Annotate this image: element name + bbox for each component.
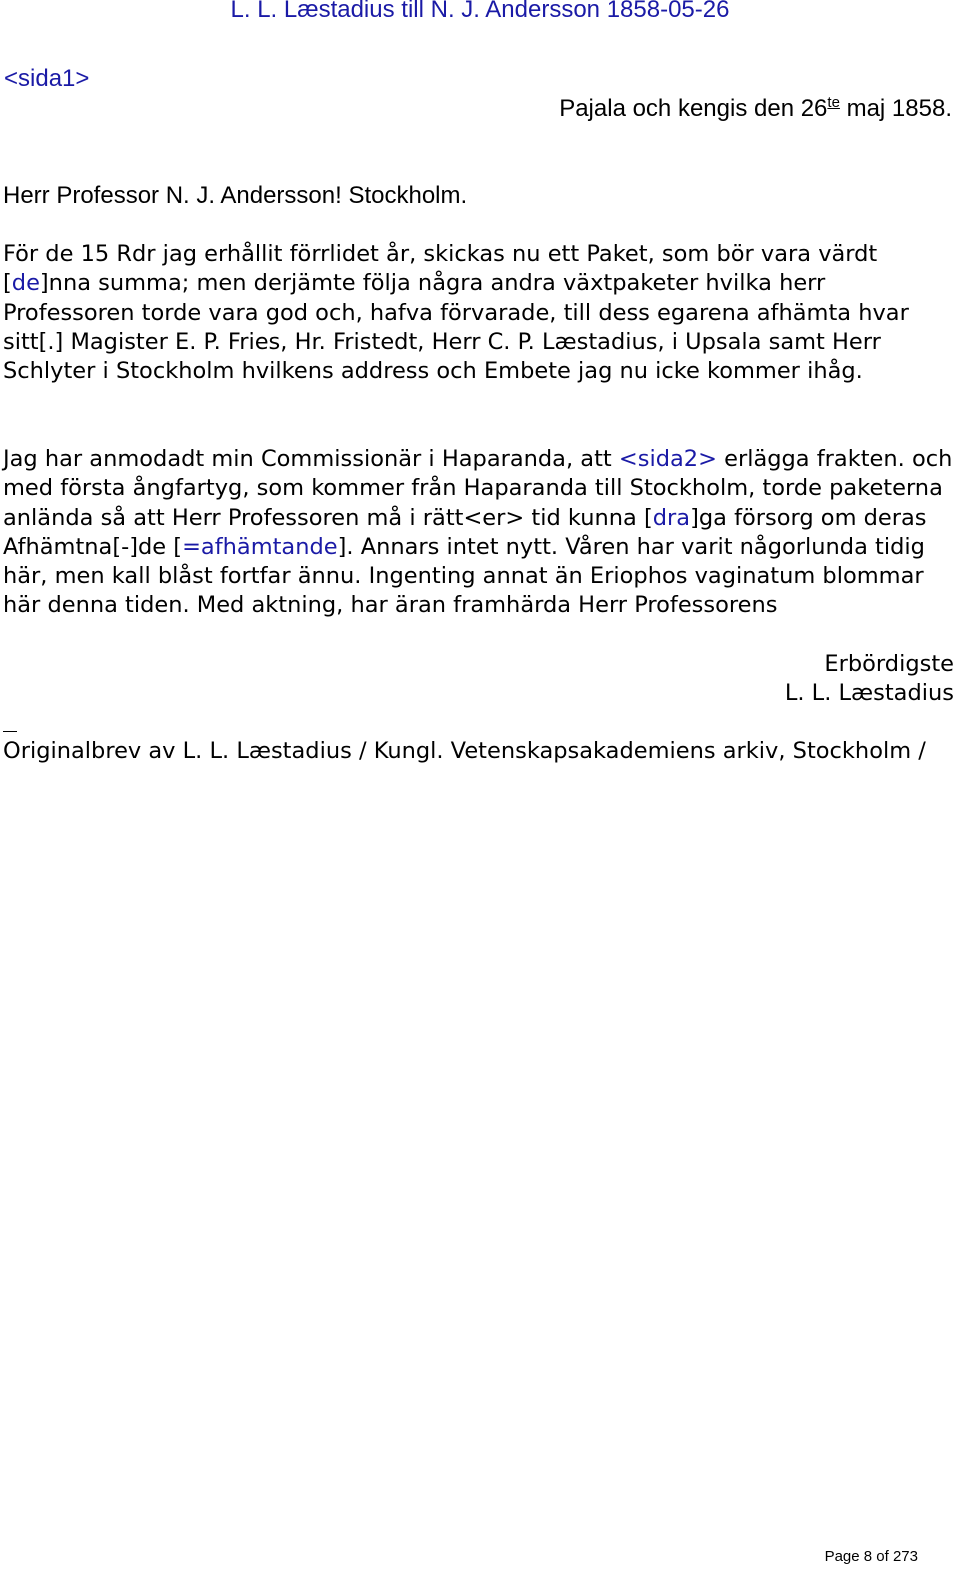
editorial-insertion: dra bbox=[652, 504, 691, 531]
signature: L. L. Læstadius bbox=[784, 680, 954, 706]
page-title: L. L. Læstadius till N. J. Andersson 1858-05-26 bbox=[230, 0, 730, 23]
source-note: Originalbrev av L. L. Læstadius / Kungl. Vetenskapsakademiens arkiv, Stockholm / bbox=[3, 738, 926, 764]
page-marker-1: <sida1> bbox=[4, 65, 90, 92]
p2-text-a: Jag har anmodadt min Commissionär i Haparanda, att bbox=[3, 446, 619, 472]
p2-text-d: ]. Annars intet nytt. Våren har varit någorlunda tidig här, men kall blåst fortfar ännu. Ingenting annat än Eriophos vaginatum blommar här denna tiden. Med aktning, har äran framhärda Herr Professorens bbox=[3, 533, 925, 619]
salutation: Herr Professor N. J. Andersson! Stockholm. bbox=[3, 182, 468, 209]
dateline bbox=[559, 94, 952, 124]
p2-text-c: ]ga försorg om deras Afhämtna[-]de [ bbox=[3, 504, 927, 560]
page-marker-2: <sida2> bbox=[618, 446, 717, 472]
p1-text-a: För de 15 Rdr jag erhållit förrlidet år, skickas nu ett Paket, som bör vara värdt [ bbox=[3, 241, 878, 297]
p1-text-b: ]nna summa; men derjämte följa några andra växtpaketer hvilka herr Professoren torde vara god och, hafva förvarade, till dess egarena afhämta hvar sitt[.] Magister E. P. Fries, Hr. Fristedt, Herr C. P. Læstadius, i Upsala samt Herr Schlyter i Stockholm hvilkens address och Embete jag nu icke kommer ihåg. bbox=[3, 270, 909, 385]
page-number: Page 8 of 273 bbox=[824, 1548, 918, 1565]
closing-phrase: Erbördigste bbox=[824, 651, 954, 677]
dateline-pre: Pajala och kengis den 26 bbox=[559, 95, 828, 122]
paragraph-2 bbox=[3, 445, 958, 621]
dateline-superscript: te bbox=[827, 94, 840, 111]
editorial-insertion: =afhämtande bbox=[182, 533, 338, 560]
footnote-divider bbox=[3, 731, 17, 732]
p2-text-b: erlägga frakten. och med första ångfartyg, som kommer från Haparanda till Stockholm, torde paketerna anlända så att Herr Professoren må i rätt<er> tid kunna [ bbox=[3, 446, 953, 531]
editorial-insertion: de bbox=[11, 270, 40, 297]
dateline-post: maj 1858. bbox=[839, 95, 952, 122]
paragraph-1 bbox=[3, 240, 958, 386]
